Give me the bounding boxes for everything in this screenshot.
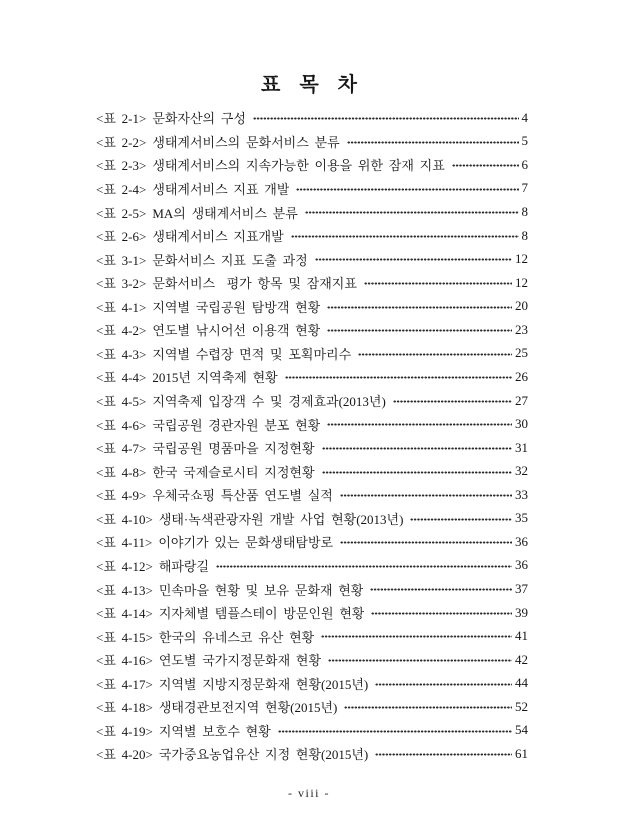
toc-entry-page-number: 12 (515, 274, 528, 290)
toc-entry-page-number: 8 (521, 204, 528, 220)
dot-leader (340, 490, 512, 502)
toc-entry-page-number: 35 (515, 510, 528, 526)
toc-entry (96, 459, 528, 483)
toc-entry-label: <표 4-19> (96, 723, 153, 739)
toc-entry-page-number: 30 (515, 416, 528, 432)
toc-entry-label: <표 4-4> (96, 370, 147, 386)
toc-entry-label: <표 4-2> (96, 323, 147, 339)
toc-entry-title: 문화서비스 지표 도출 과정 (152, 252, 308, 268)
toc-entry-title: MA의 생태계서비스 분류 (152, 205, 298, 221)
toc-entry-label: <표 4-1> (96, 299, 147, 315)
toc-entry-page-number: 12 (515, 251, 528, 267)
toc-entry-title: 지역별 국립공원 탐방객 현황 (152, 299, 321, 315)
dot-leader (358, 348, 512, 360)
dot-leader (278, 725, 512, 737)
toc-entry (96, 224, 528, 248)
toc-entry-label: <표 3-2> (96, 276, 147, 292)
toc-entry (96, 247, 528, 271)
dot-leader (327, 325, 512, 337)
toc-entry (96, 436, 528, 460)
toc-entry-title: 생태계서비스 지표개발 (152, 229, 284, 245)
dot-leader (375, 678, 512, 690)
dot-leader (344, 702, 512, 714)
toc-entry-page-number: 41 (515, 628, 528, 644)
toc-entry-title: 생태계서비스의 문화서비스 분류 (152, 134, 340, 150)
toc-entry-title: 국립공원 경관자원 분포 현황 (152, 417, 321, 433)
dot-leader (322, 466, 512, 478)
toc-entry (96, 624, 528, 648)
toc-entry (96, 318, 528, 342)
toc-entry-page-number: 25 (515, 345, 528, 361)
toc-entry (96, 742, 528, 766)
page-number-footer: - viii - (288, 786, 330, 800)
toc-entry-page-number: 36 (515, 557, 528, 573)
toc-entry (96, 530, 528, 554)
toc-entry (96, 507, 528, 531)
toc-entry-page-number: 37 (515, 581, 528, 597)
dot-leader (347, 136, 519, 148)
dot-leader (340, 537, 512, 549)
toc-entry (96, 271, 528, 295)
page-title: 표 목 차 (261, 74, 364, 96)
dot-leader (410, 513, 512, 525)
toc-entry-label: <표 4-3> (96, 346, 147, 362)
table-of-contents (96, 106, 528, 766)
toc-entry (96, 719, 528, 743)
dot-leader (327, 419, 512, 431)
toc-entry-label: <표 2-4> (96, 181, 147, 197)
dot-leader (393, 396, 512, 408)
toc-entry (96, 177, 528, 201)
toc-entry-page-number: 52 (515, 698, 528, 714)
toc-entry-title: 우체국쇼핑 특산품 연도별 실적 (152, 488, 333, 504)
toc-entry (96, 672, 528, 696)
toc-entry-page-number: 31 (515, 439, 528, 455)
toc-entry-label: <표 4-6> (96, 417, 147, 433)
dot-leader (322, 443, 512, 455)
dot-leader (216, 560, 512, 572)
toc-entry (96, 295, 528, 319)
toc-entry (96, 365, 528, 389)
toc-entry-page-number: 33 (515, 486, 528, 502)
toc-entry-page-number: 5 (521, 133, 528, 149)
toc-entry-label: <표 4-11> (96, 535, 153, 551)
toc-entry-page-number: 54 (515, 722, 528, 738)
toc-entry-page-number: 20 (515, 298, 528, 314)
toc-entry-title: 국가중요농업유산 지정 현황(2015년) (158, 747, 369, 763)
toc-entry (96, 342, 528, 366)
toc-entry-page-number: 4 (521, 109, 528, 125)
dot-leader (253, 113, 519, 125)
toc-entry-label: <표 3-1> (96, 252, 147, 268)
dot-leader (452, 160, 519, 172)
toc-entry-title: 한국 국제슬로시티 지정현황 (152, 464, 315, 480)
toc-entry-label: <표 4-15> (96, 629, 153, 645)
toc-entry-title: 지역별 지방지정문화재 현황(2015년) (158, 676, 369, 692)
toc-entry-page-number: 7 (521, 180, 528, 196)
toc-entry-title: 생태계서비스 지표 개발 (152, 181, 290, 197)
toc-entry-title: 국립공원 명품마을 지정현황 (152, 441, 315, 457)
dot-leader (305, 207, 519, 219)
toc-entry-title: 지자체별 템플스테이 방문인원 현황 (158, 606, 365, 622)
toc-entry-label: <표 4-13> (96, 582, 153, 598)
toc-entry-title: 생태계서비스의 지속가능한 이용을 위한 잠재 지표 (152, 158, 445, 174)
toc-entry-label: <표 4-12> (96, 558, 153, 574)
toc-entry-page-number: 23 (515, 321, 528, 337)
dot-leader (315, 254, 512, 266)
toc-entry-page-number: 44 (515, 675, 528, 691)
toc-entry-title: 이야기가 있는 문화생태탐방로 (158, 535, 334, 551)
toc-entry-label: <표 4-8> (96, 464, 147, 480)
toc-entry-label: <표 4-14> (96, 606, 153, 622)
dot-leader (296, 183, 518, 195)
toc-entry-title: 연도별 낚시어선 이용객 현황 (152, 323, 321, 339)
toc-entry-title: 2015년 지역축제 현황 (152, 370, 278, 386)
toc-entry-label: <표 2-3> (96, 158, 147, 174)
toc-entry-page-number: 27 (515, 392, 528, 408)
toc-entry-label: <표 2-6> (96, 229, 147, 245)
toc-entry-label: <표 4-10> (96, 511, 153, 527)
toc-entry (96, 106, 528, 130)
toc-entry-page-number: 42 (515, 651, 528, 667)
toc-entry-title: 해파랑길 (158, 558, 210, 574)
toc-entry-label: <표 2-1> (96, 111, 147, 127)
toc-entry (96, 601, 528, 625)
toc-entry-title: 문화서비스 평가 항목 및 잠재지표 (152, 276, 357, 292)
toc-entry-title: 문화자산의 구성 (152, 111, 246, 127)
toc-entry (96, 648, 528, 672)
dot-leader (321, 631, 512, 643)
toc-entry (96, 130, 528, 154)
dot-leader (370, 584, 512, 596)
toc-entry-title: 민속마을 현황 및 보유 문화재 현황 (158, 582, 364, 598)
dot-leader (371, 608, 512, 620)
toc-entry-label: <표 4-18> (96, 700, 153, 716)
toc-entry-label: <표 4-17> (96, 676, 153, 692)
toc-entry-title: 생태·녹색관광자원 개발 사업 현황(2013년) (158, 511, 404, 527)
toc-entry-label: <표 4-20> (96, 747, 153, 763)
toc-entry-title: 연도별 국가지정문화재 현황 (158, 653, 322, 669)
toc-entry-title: 한국의 유네스코 유산 현황 (158, 629, 315, 645)
toc-entry-title: 생태경관보전지역 현황(2015년) (158, 700, 338, 716)
toc-entry-label: <표 2-2> (96, 134, 147, 150)
toc-entry (96, 695, 528, 719)
toc-entry-label: <표 4-7> (96, 441, 147, 457)
dot-leader (327, 301, 512, 313)
dot-leader (328, 655, 512, 667)
dot-leader (291, 231, 519, 243)
dot-leader (375, 749, 512, 761)
dot-leader (364, 278, 512, 290)
toc-entry (96, 389, 528, 413)
toc-entry-title: 지역별 수렵장 면적 및 포획마리수 (152, 346, 352, 362)
toc-entry (96, 577, 528, 601)
dot-leader (285, 372, 512, 384)
toc-entry-page-number: 32 (515, 463, 528, 479)
toc-entry-page-number: 36 (515, 533, 528, 549)
toc-entry-title: 지역축제 입장객 수 및 경제효과(2013년) (152, 394, 386, 410)
toc-entry-page-number: 26 (515, 368, 528, 384)
toc-entry-page-number: 8 (521, 227, 528, 243)
toc-entry (96, 412, 528, 436)
toc-entry-label: <표 4-5> (96, 394, 147, 410)
toc-entry-page-number: 39 (515, 604, 528, 620)
toc-entry (96, 554, 528, 578)
toc-entry-label: <표 4-9> (96, 488, 147, 504)
toc-entry-page-number: 61 (515, 745, 528, 761)
toc-entry-label: <표 2-5> (96, 205, 147, 221)
toc-entry (96, 483, 528, 507)
toc-entry-title: 지역별 보호수 현황 (158, 723, 271, 739)
toc-entry-page-number: 6 (521, 156, 528, 172)
toc-entry-label: <표 4-16> (96, 653, 153, 669)
toc-entry (96, 200, 528, 224)
toc-entry (96, 153, 528, 177)
